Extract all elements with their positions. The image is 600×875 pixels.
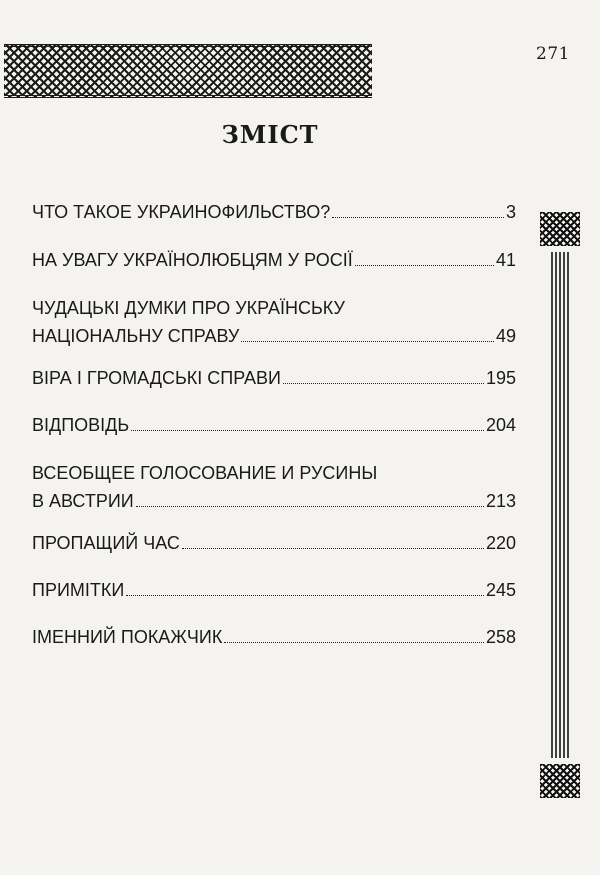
toc-entry-page: 204: [485, 415, 516, 435]
toc-entry-page: 245: [485, 580, 516, 600]
page-number: 271: [536, 44, 570, 64]
table-of-contents: [32, 0, 516, 875]
toc-entry[interactable]: [32, 294, 516, 350]
toc-entry-title: ПРОПАЩИЙ ЧАС: [32, 533, 180, 553]
toc-entry-title: ЧУДАЦЬКІ ДУМКИ ПРО УКРАЇНСЬКУ: [32, 298, 345, 318]
toc-entry[interactable]: [32, 411, 516, 439]
toc-entry[interactable]: [32, 198, 516, 226]
toc-entry-title: ПРИМІТКИ: [32, 580, 125, 600]
toc-entry-page: 220: [485, 533, 516, 553]
ornament-motif-top: [540, 212, 580, 246]
toc-entry-title: ВІДПОВІДЬ: [32, 415, 130, 435]
toc-entry[interactable]: [32, 576, 516, 604]
toc-entry-page: 195: [485, 368, 516, 388]
toc-entry-title-continued: НАЦІОНАЛЬНУ СПРАВУ: [32, 326, 240, 346]
toc-entry[interactable]: [32, 529, 516, 557]
toc-entry-title: ІМЕННИЙ ПОКАЖЧИК: [32, 627, 223, 647]
toc-entry-page: 49: [495, 326, 516, 346]
dot-leader: [126, 595, 484, 596]
toc-title: ЗМІСТ: [221, 120, 319, 149]
dot-leader: [355, 265, 494, 266]
dot-leader: [283, 383, 484, 384]
ornament-motif-bottom: [540, 764, 580, 798]
toc-entry-title-continued: В АВСТРИИ: [32, 491, 134, 511]
toc-entry[interactable]: [32, 246, 516, 274]
dot-leader: [182, 548, 484, 549]
toc-entry-page: 213: [485, 491, 516, 511]
dot-leader: [224, 642, 484, 643]
toc-entry-title: НА УВАГУ УКРАЇНОЛЮБЦЯМ У РОСІЇ: [32, 250, 353, 270]
toc-entry[interactable]: [32, 459, 516, 515]
side-embroidery-ornament: [546, 212, 574, 798]
toc-entry-page: 258: [485, 627, 516, 647]
toc-entry[interactable]: [32, 364, 516, 392]
toc-entry-page: 41: [495, 250, 516, 270]
toc-entry-title: ВСЕОБЩЕЕ ГОЛОСОВАНИЕ И РУСИНЫ: [32, 463, 378, 483]
toc-entry[interactable]: [32, 623, 516, 651]
toc-entry-page: 3: [505, 202, 516, 222]
dot-leader: [131, 430, 484, 431]
toc-entry-title: ЧТО ТАКОЕ УКРАИНОФИЛЬСТВО?: [32, 202, 331, 222]
toc-entry-title: ВІРА І ГРОМАДСЬКІ СПРАВИ: [32, 368, 281, 388]
dot-leader: [136, 506, 484, 507]
ornament-column: [551, 252, 569, 758]
dot-leader: [332, 217, 504, 218]
dot-leader: [241, 341, 494, 342]
